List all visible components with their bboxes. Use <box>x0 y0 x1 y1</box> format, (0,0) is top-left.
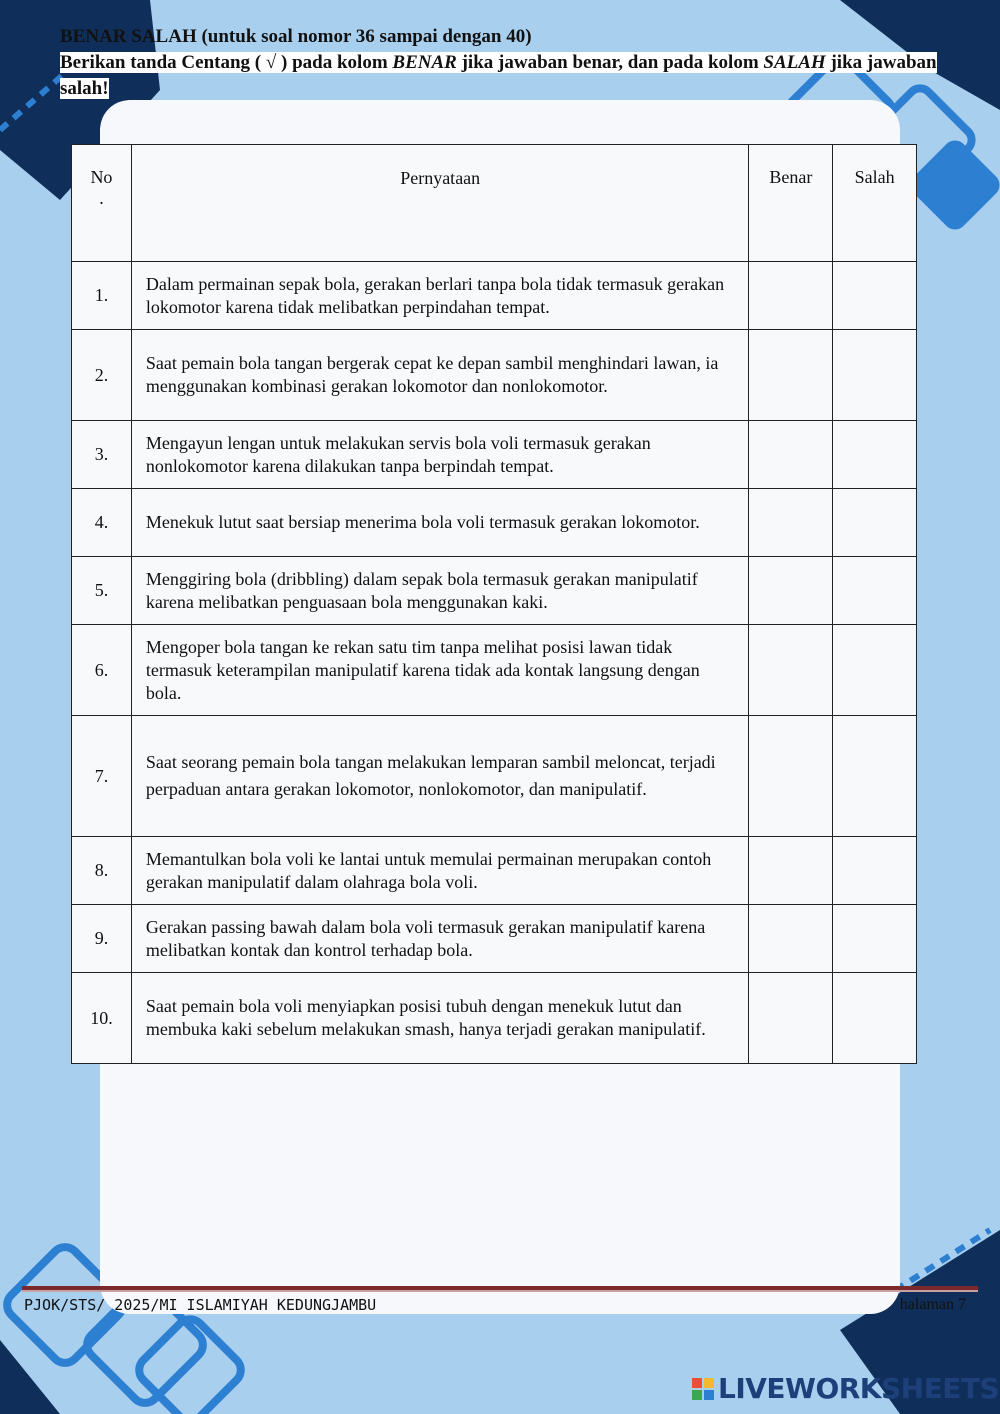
row-statement: Menekuk lutut saat bersiap menerima bola voli termasuk gerakan lokomotor. <box>131 489 749 557</box>
benar-checkbox-cell[interactable] <box>749 262 833 330</box>
header-benar: Benar <box>749 145 833 262</box>
header-no: No . <box>72 145 132 262</box>
row-number: 8. <box>72 837 132 905</box>
instruction-part-2: jika jawaban benar, dan pada kolom <box>456 52 764 73</box>
salah-checkbox-cell[interactable] <box>833 905 917 973</box>
salah-checkbox-cell[interactable] <box>833 330 917 421</box>
instruction-part-1: Berikan tanda Centang ( √ ) pada kolom <box>60 52 393 73</box>
section-title: BENAR SALAH (untuk soal nomor 36 sampai dengan 40) <box>60 26 532 47</box>
footer-divider <box>22 1286 978 1292</box>
logo-icon <box>692 1378 714 1400</box>
row-number: 10. <box>72 973 132 1064</box>
header-salah: Salah <box>833 145 917 262</box>
liveworksheets-logo <box>692 1372 999 1405</box>
salah-checkbox-cell[interactable] <box>833 625 917 716</box>
table-row <box>72 837 917 905</box>
brand-name: LIVEWORKSHEETS <box>718 1372 1000 1405</box>
row-statement: Saat seorang pemain bola tangan melakukan lemparan sambil meloncat, terjadi perpaduan antara gerakan lokomotor, nonlokomotor, dan manipulatif. <box>131 716 749 837</box>
salah-checkbox-cell[interactable] <box>833 421 917 489</box>
table-row <box>72 421 917 489</box>
table-row <box>72 625 917 716</box>
row-number: 2. <box>72 330 132 421</box>
salah-checkbox-cell[interactable] <box>833 262 917 330</box>
row-statement: Menggiring bola (dribbling) dalam sepak bola termasuk gerakan manipulatif karena melibatkan penguasaan bola menggunakan kaki. <box>131 557 749 625</box>
instructions <box>60 24 980 102</box>
row-statement: Gerakan passing bawah dalam bola voli termasuk gerakan manipulatif karena melibatkan kontak dan kontrol terhadap bola. <box>131 905 749 973</box>
table-header-row <box>72 145 917 262</box>
benar-checkbox-cell[interactable] <box>749 837 833 905</box>
table-row <box>72 973 917 1064</box>
row-statement: Mengayun lengan untuk melakukan servis bola voli termasuk gerakan nonlokomotor karena dilakukan tanpa berpindah tempat. <box>131 421 749 489</box>
salah-checkbox-cell[interactable] <box>833 716 917 837</box>
table-row <box>72 716 917 837</box>
row-number: 3. <box>72 421 132 489</box>
benar-checkbox-cell[interactable] <box>749 330 833 421</box>
table-row <box>72 330 917 421</box>
row-number: 7. <box>72 716 132 837</box>
benar-checkbox-cell[interactable] <box>749 489 833 557</box>
benar-checkbox-cell[interactable] <box>749 557 833 625</box>
salah-checkbox-cell[interactable] <box>833 837 917 905</box>
benar-checkbox-cell[interactable] <box>749 625 833 716</box>
salah-checkbox-cell[interactable] <box>833 557 917 625</box>
row-statement: Mengoper bola tangan ke rekan satu tim tanpa melihat posisi lawan tidak termasuk keterampilan manipulatif karena tidak ada kontak langsung dengan bola. <box>131 625 749 716</box>
table-row <box>72 262 917 330</box>
footer-label: PJOK/STS/ 2025/MI ISLAMIYAH KEDUNGJAMBU <box>24 1296 377 1314</box>
header-statement: Pernyataan <box>131 145 749 262</box>
benar-checkbox-cell[interactable] <box>749 973 833 1064</box>
row-number: 1. <box>72 262 132 330</box>
table-row <box>72 489 917 557</box>
benar-checkbox-cell[interactable] <box>749 905 833 973</box>
instruction-part-3: jika jawaban <box>825 52 937 73</box>
benar-checkbox-cell[interactable] <box>749 716 833 837</box>
table-row <box>72 905 917 973</box>
row-statement: Saat pemain bola voli menyiapkan posisi tubuh dengan menekuk lutut dan membuka kaki sebelum melakukan smash, hanya terjadi gerakan manipulatif. <box>131 973 749 1064</box>
page-number: halaman 7 <box>899 1296 966 1313</box>
true-false-table <box>71 144 917 1064</box>
table-row <box>72 557 917 625</box>
row-number: 5. <box>72 557 132 625</box>
benar-checkbox-cell[interactable] <box>749 421 833 489</box>
row-statement: Saat pemain bola tangan bergerak cepat ke depan sambil menghindari lawan, ia menggunakan kombinasi gerakan lokomotor dan nonlokomotor. <box>131 330 749 421</box>
salah-checkbox-cell[interactable] <box>833 973 917 1064</box>
row-number: 9. <box>72 905 132 973</box>
row-number: 4. <box>72 489 132 557</box>
instruction-part-4: salah! <box>60 78 109 99</box>
row-statement: Dalam permainan sepak bola, gerakan berlari tanpa bola tidak termasuk gerakan lokomotor karena tidak melibatkan perpindahan tempat. <box>131 262 749 330</box>
row-number: 6. <box>72 625 132 716</box>
salah-checkbox-cell[interactable] <box>833 489 917 557</box>
row-statement: Memantulkan bola voli ke lantai untuk memulai permainan merupakan contoh gerakan manipulatif dalam olahraga bola voli. <box>131 837 749 905</box>
instruction-text <box>60 50 980 76</box>
instruction-benar: BENAR <box>392 52 457 73</box>
instruction-salah: SALAH <box>763 52 826 73</box>
